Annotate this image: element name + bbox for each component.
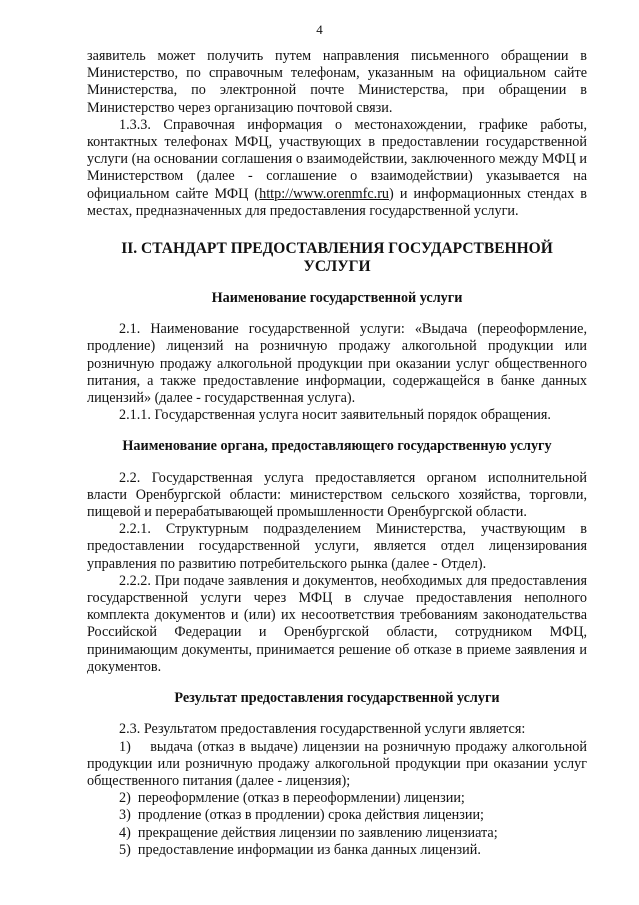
list-item — [87, 825, 587, 842]
list-item-number: 1) — [119, 738, 131, 755]
paragraph-2-2-2: 2.2.2. При подаче заявления и документов, необходимых для предоставления государственной услуги через МФЦ в случае предоставления неполного комплекта документов и (или) их несоответствия требованиям законодательства Российской Федерации и Оренбургской области, сотрудником МФЦ, принимающим документы, принимается решение об отказе в приеме заявления и документов. — [87, 572, 587, 675]
page-number: 4 — [316, 22, 323, 37]
list-item-text: продление (отказ в продлении) срока действия лицензии; — [137, 807, 484, 824]
heading-service-name: Наименование государственной услуги — [211, 290, 463, 307]
list-item-text: переоформление (отказ в переоформлении) лицензии; — [137, 790, 465, 807]
list-item — [87, 842, 587, 859]
paragraph-2-1-1: 2.1.1. Государственная услуга носит заявительный порядок обращения. — [119, 407, 551, 424]
paragraph-1-3-3 — [87, 117, 587, 220]
list-item-text: прекращение действия лицензии по заявлению лицензиата; — [137, 824, 498, 841]
paragraph-2-2: 2.2. Государственная услуга предоставляется органом исполнительной власти Оренбургской области: министерством сельского хозяйства, торговли, пищевой и перерабатывающей промышленности Оренбургской области. — [87, 469, 587, 521]
heading-result: Результат предоставления государственной услуги — [174, 690, 500, 707]
list-item-text: выдача (отказ в выдаче) лицензии на розничную продажу алкогольной продукции или розничную продажу алкогольной продукции при оказании услуг общественного питания (далее - лицензия); — [87, 738, 587, 789]
result-list — [87, 739, 587, 859]
list-item-number: 5) — [119, 841, 131, 858]
list-item-text: предоставление информации из банка данных лицензий. — [137, 841, 481, 858]
document-body — [87, 48, 587, 859]
list-item-number: 3) — [119, 807, 131, 824]
list-item-number: 4) — [119, 824, 131, 841]
paragraph-2-2-1: 2.2.1. Структурным подразделением Министерства, участвующим в предоставлении государственной услуги, является отдел лицензирования управления по развитию потребительского рынка (далее - Отдел). — [87, 521, 587, 572]
paragraph-1-3-3-text-b: ) и информационных стендах в местах, предназначенных для предоставления государственной услуги. — [87, 185, 587, 219]
heading-authority: Наименование органа, предоставляющего государственную услугу — [122, 438, 552, 455]
mfc-website-link[interactable]: http://www.orenmfc.ru — [259, 185, 390, 202]
list-item — [87, 739, 587, 791]
paragraph-intro: заявитель может получить путем направления письменного обращении в Министерство, по справочным телефонам, указанным на официальном сайте Министерства, по электронной почте Министерства, при обращении в Министерство через организацию почтовой связи. — [87, 48, 587, 116]
paragraph-1-3-3-text-a: 1.3.3. Справочная информация о местонахождении, графике работы, контактных телефонах МФЦ, участвующих в предоставлении государственной услуги (на основании соглашения о взаимодействии, заключенного между МФЦ и Министерством (далее - соглашение о взаимодействии) указывается на официальном сайте МФЦ ( — [87, 116, 587, 202]
section-title: II. СТАНДАРТ ПРЕДОСТАВЛЕНИЯ ГОСУДАРСТВЕННОЙ УСЛУГИ — [121, 240, 553, 276]
paragraph-2-3: 2.3. Результатом предоставления государственной услуги является: — [119, 721, 526, 738]
paragraph-2-1: 2.1. Наименование государственной услуги: «Выдача (переоформление, продление) лицензий на розничную продажу алкогольной продукции или розничную продажу алкогольной продукции при оказании услуг общественного питания, а также предоставление информации, содержащейся в банке данных лицензий» (далее - государственная услуга). — [87, 321, 587, 407]
list-item — [87, 790, 587, 807]
list-item-number: 2) — [119, 790, 131, 807]
list-item — [87, 807, 587, 824]
